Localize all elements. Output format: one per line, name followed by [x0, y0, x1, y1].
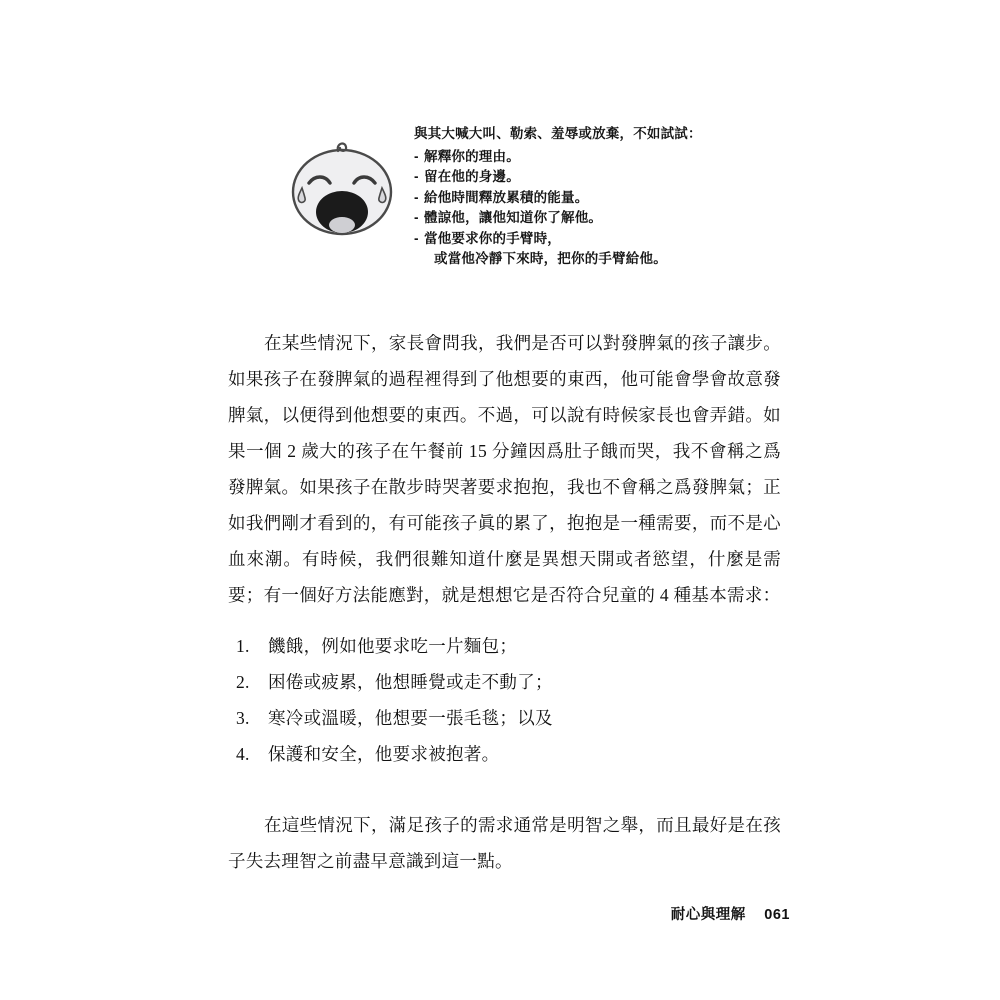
advice-callout — [282, 122, 792, 270]
list-item-text: 寒冷或溫暖，他想要一張毛毯；以及 — [268, 708, 553, 728]
list-item-text: 保護和安全，他要求被抱著。 — [268, 744, 500, 764]
crying-baby-face-illustration — [282, 130, 402, 250]
body-paragraph-second: 在這些情況下，滿足孩子的需求通常是明智之舉，而且最好是在孩子失去理智之前盡早意識到這一點。 — [228, 814, 781, 871]
advice-item-text: 給他時間釋放累積的能量。 — [424, 189, 589, 205]
body-paragraph-first: 在某些情況下，家長會問我，我們是否可以對發脾氣的孩子讓步。如果孩子在發脾氣的過程裡得到了他想要的東西，他可能會學會故意發脾氣，以便得到他想要的東西。不過，可以說有時候家長也會弄錯。如果一個 2 歲大的孩子在午餐前 15 分鐘因爲肚子餓而哭，我不會稱之爲發脾氣。如果孩子在散步時哭著要求抱抱，我也不會稱之爲發脾氣；正如我們剛才看到的，有可能孩子眞的累了，抱抱是一種需要，而不是心血來潮。有時候，我們很難知道什麼是異想天開或者慾望，什麼是需要；有一個好方法能應對，就是想想它是否符合兒童的 4 種基本需求： — [228, 332, 781, 605]
basic-needs-list — [228, 628, 781, 772]
advice-item-text: 留在他的身邊。 — [424, 169, 520, 184]
advice-list-item — [414, 147, 792, 168]
list-item — [228, 628, 781, 664]
list-item-marker: 2. — [236, 672, 250, 692]
list-item-marker: 3. — [236, 708, 250, 728]
dash-bullet-icon: - — [414, 148, 419, 164]
list-item-marker: 1. — [236, 636, 250, 656]
advice-item-text: 解釋你的理由。 — [424, 148, 520, 164]
list-item — [228, 664, 781, 700]
advice-item-text: 體諒他，讓他知道你了解他。 — [424, 210, 603, 225]
dash-bullet-icon: - — [414, 169, 419, 184]
advice-item-text: 當他要求你的手臂時， — [424, 230, 561, 246]
advice-item-text-continued: 或當他冷靜下來時，把你的手臂給他。 — [434, 251, 667, 266]
list-item — [228, 736, 781, 772]
dash-bullet-icon: - — [414, 189, 419, 205]
advice-list — [414, 147, 792, 270]
page-footer — [0, 903, 790, 924]
advice-list-item — [414, 188, 792, 209]
footer-chapter-title: 耐心與理解 — [670, 907, 746, 923]
advice-list-item — [414, 229, 792, 270]
dash-bullet-icon: - — [414, 230, 419, 246]
dash-bullet-icon: - — [414, 210, 419, 225]
list-item-text: 困倦或疲累，他想睡覺或走不動了； — [268, 672, 553, 692]
advice-callout-text — [402, 122, 792, 270]
list-item-marker: 4. — [236, 744, 250, 764]
list-item — [228, 700, 781, 736]
advice-list-item — [414, 208, 792, 229]
footer-page-number: 061 — [764, 907, 790, 923]
list-item-text: 饑餓，例如他要求吃一片麵包； — [268, 636, 518, 656]
advice-list-item — [414, 167, 792, 188]
advice-heading: 與其大喊大叫、勒索、羞辱或放棄，不如試試： — [414, 126, 702, 141]
